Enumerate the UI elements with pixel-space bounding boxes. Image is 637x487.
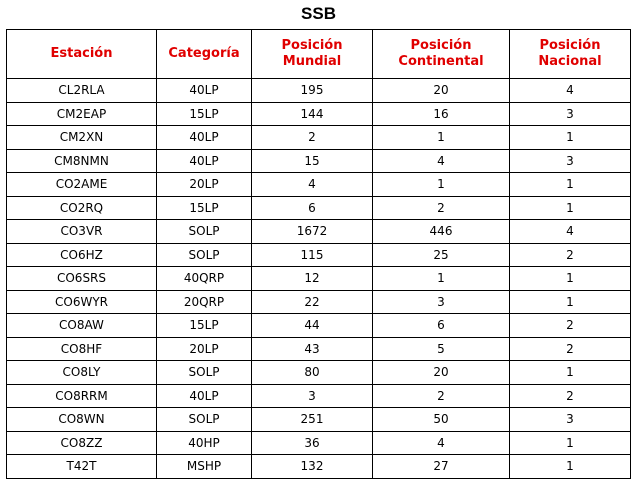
cell-estacion: CO8WN — [7, 408, 157, 432]
cell-posicion-mundial: 2 — [252, 126, 373, 150]
cell-posicion-continental: 446 — [373, 220, 510, 244]
cell-posicion-continental: 2 — [373, 384, 510, 408]
cell-posicion-continental: 50 — [373, 408, 510, 432]
cell-posicion-continental: 1 — [373, 267, 510, 291]
table-row — [7, 455, 631, 479]
table-body — [7, 79, 631, 479]
table-row — [7, 384, 631, 408]
table-row — [7, 290, 631, 314]
cell-categoria: SOLP — [157, 408, 252, 432]
cell-estacion: CO6SRS — [7, 267, 157, 291]
cell-posicion-mundial: 36 — [252, 431, 373, 455]
cell-posicion-mundial: 4 — [252, 173, 373, 197]
cell-posicion-nacional: 1 — [510, 361, 631, 385]
cell-posicion-mundial: 43 — [252, 337, 373, 361]
cell-categoria: 40HP — [157, 431, 252, 455]
cell-categoria: 15LP — [157, 102, 252, 126]
results-table — [6, 29, 631, 479]
cell-posicion-continental: 1 — [373, 173, 510, 197]
table-row — [7, 408, 631, 432]
cell-posicion-nacional: 1 — [510, 431, 631, 455]
cell-posicion-mundial: 80 — [252, 361, 373, 385]
cell-posicion-mundial: 3 — [252, 384, 373, 408]
cell-posicion-nacional: 1 — [510, 196, 631, 220]
cell-posicion-nacional: 3 — [510, 102, 631, 126]
cell-posicion-continental: 2 — [373, 196, 510, 220]
header-posicion-mundial: Posición Mundial — [252, 30, 373, 79]
table-row — [7, 79, 631, 103]
cell-estacion: CO2RQ — [7, 196, 157, 220]
cell-posicion-mundial: 22 — [252, 290, 373, 314]
cell-estacion: T42T — [7, 455, 157, 479]
header-posicion-continental: Posición Continental — [373, 30, 510, 79]
cell-categoria: SOLP — [157, 361, 252, 385]
cell-posicion-mundial: 144 — [252, 102, 373, 126]
cell-categoria: 40LP — [157, 384, 252, 408]
cell-categoria: 40LP — [157, 79, 252, 103]
cell-posicion-mundial: 195 — [252, 79, 373, 103]
cell-posicion-mundial: 115 — [252, 243, 373, 267]
cell-estacion: CL2RLA — [7, 79, 157, 103]
cell-categoria: 20LP — [157, 173, 252, 197]
cell-estacion: CO3VR — [7, 220, 157, 244]
cell-posicion-mundial: 44 — [252, 314, 373, 338]
cell-posicion-mundial: 6 — [252, 196, 373, 220]
cell-estacion: CM2EAP — [7, 102, 157, 126]
cell-categoria: 15LP — [157, 314, 252, 338]
cell-categoria: SOLP — [157, 220, 252, 244]
cell-estacion: CO8RRM — [7, 384, 157, 408]
cell-categoria: 20QRP — [157, 290, 252, 314]
table-row — [7, 126, 631, 150]
cell-estacion: CO8LY — [7, 361, 157, 385]
cell-posicion-continental: 4 — [373, 149, 510, 173]
table-row — [7, 267, 631, 291]
cell-estacion: CO2AME — [7, 173, 157, 197]
cell-categoria: 40QRP — [157, 267, 252, 291]
cell-estacion: CO6HZ — [7, 243, 157, 267]
cell-posicion-continental: 27 — [373, 455, 510, 479]
cell-categoria: 20LP — [157, 337, 252, 361]
cell-posicion-nacional: 4 — [510, 220, 631, 244]
cell-posicion-continental: 5 — [373, 337, 510, 361]
table-row — [7, 361, 631, 385]
cell-posicion-nacional: 1 — [510, 267, 631, 291]
cell-posicion-nacional: 1 — [510, 126, 631, 150]
cell-estacion: CO8HF — [7, 337, 157, 361]
header-categoria: Categoría — [157, 30, 252, 79]
header-posicion-nacional: Posición Nacional — [510, 30, 631, 79]
cell-categoria: SOLP — [157, 243, 252, 267]
cell-posicion-continental: 6 — [373, 314, 510, 338]
page-title: SSB — [301, 4, 336, 23]
cell-posicion-continental: 4 — [373, 431, 510, 455]
table-row — [7, 173, 631, 197]
cell-categoria: MSHP — [157, 455, 252, 479]
table-row — [7, 314, 631, 338]
table-row — [7, 431, 631, 455]
cell-posicion-mundial: 1672 — [252, 220, 373, 244]
cell-posicion-continental: 20 — [373, 79, 510, 103]
cell-posicion-mundial: 251 — [252, 408, 373, 432]
cell-posicion-continental: 1 — [373, 126, 510, 150]
cell-categoria: 15LP — [157, 196, 252, 220]
header-row — [7, 30, 631, 79]
cell-posicion-continental: 16 — [373, 102, 510, 126]
table-row — [7, 220, 631, 244]
table-row — [7, 149, 631, 173]
cell-estacion: CO8ZZ — [7, 431, 157, 455]
cell-posicion-nacional: 1 — [510, 455, 631, 479]
cell-posicion-nacional: 3 — [510, 408, 631, 432]
cell-posicion-mundial: 12 — [252, 267, 373, 291]
cell-posicion-nacional: 1 — [510, 290, 631, 314]
cell-posicion-nacional: 3 — [510, 149, 631, 173]
cell-posicion-nacional: 2 — [510, 337, 631, 361]
cell-posicion-nacional: 2 — [510, 384, 631, 408]
header-estacion: Estación — [7, 30, 157, 79]
cell-categoria: 40LP — [157, 149, 252, 173]
table-row — [7, 337, 631, 361]
cell-posicion-nacional: 2 — [510, 243, 631, 267]
cell-categoria: 40LP — [157, 126, 252, 150]
cell-posicion-nacional: 2 — [510, 314, 631, 338]
cell-estacion: CO8AW — [7, 314, 157, 338]
cell-posicion-mundial: 132 — [252, 455, 373, 479]
cell-posicion-continental: 3 — [373, 290, 510, 314]
cell-posicion-continental: 25 — [373, 243, 510, 267]
cell-posicion-mundial: 15 — [252, 149, 373, 173]
cell-posicion-nacional: 4 — [510, 79, 631, 103]
cell-estacion: CM2XN — [7, 126, 157, 150]
cell-estacion: CM8NMN — [7, 149, 157, 173]
cell-posicion-continental: 20 — [373, 361, 510, 385]
table-row — [7, 102, 631, 126]
table-row — [7, 243, 631, 267]
cell-posicion-nacional: 1 — [510, 173, 631, 197]
table-row — [7, 196, 631, 220]
cell-estacion: CO6WYR — [7, 290, 157, 314]
